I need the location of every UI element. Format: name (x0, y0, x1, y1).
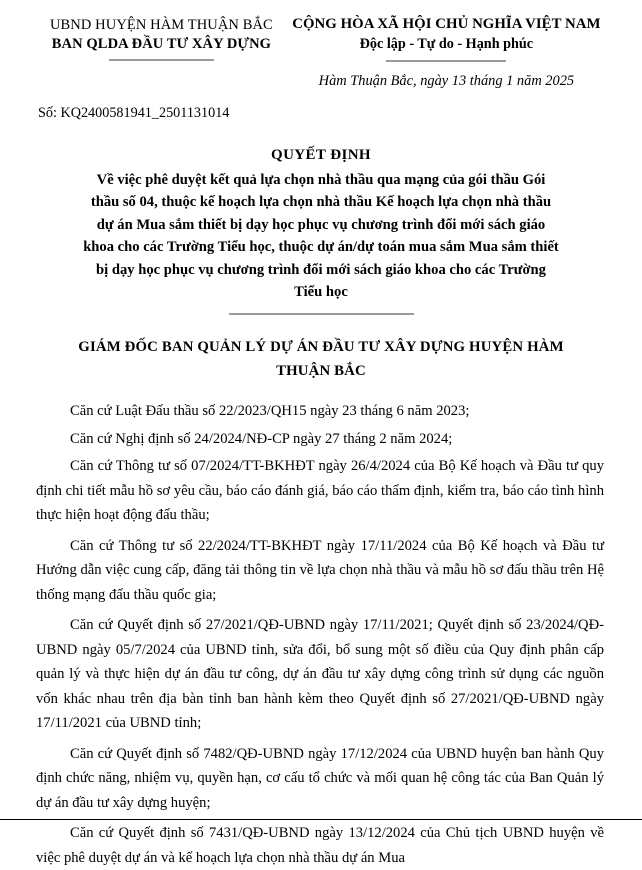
place-and-date: Hàm Thuận Bắc, ngày 13 tháng 1 năm 2025 (318, 73, 575, 89)
national-heading-block (287, 14, 606, 91)
document-type-heading: QUYẾT ĐỊNH (271, 147, 371, 163)
document-number: Số: KQ2400581941_2501131014 (38, 105, 230, 121)
header-divider-left (109, 59, 214, 61)
legal-basis-paragraph: Căn cứ Quyết định số 7482/QĐ-UBND ngày 17/12/2024 của UBND huyện ban hành Quy định chức năng, nhiệm vụ, quyền hạn, cơ cấu tổ chức và mối quan hệ công tác của Ban Quản lý dự án đầu tư xây dựng huyện; (36, 745, 604, 811)
country-name: CỘNG HÒA XÃ HỘI CHỦ NGHĨA VIỆT NAM (292, 16, 601, 32)
legal-basis-paragraph: Căn cứ Nghị định số 24/2024/NĐ-CP ngày 27 tháng 2 năm 2024; (70, 430, 453, 447)
document-header (36, 14, 606, 91)
title-block (36, 145, 606, 315)
issuing-authority-block (36, 14, 287, 61)
header-divider-right (386, 60, 506, 62)
issuing-authority-parent: UBND HUYỆN HÀM THUẬN BẮC (49, 17, 273, 33)
legal-basis-paragraph: Căn cứ Thông tư số 07/2024/TT-BKHĐT ngày 26/4/2024 của Bộ Kế hoạch và Đầu tư quy định chi tiết mẫu hồ sơ yêu cầu, báo cáo đánh giá, báo cáo thẩm định, kiểm tra, báo cáo tình hình thực hiện hoạt động đấu thầu; (36, 458, 604, 524)
legal-basis-paragraph: Căn cứ Quyết định số 27/2021/QĐ-UBND ngày 17/11/2021; Quyết định số 23/2024/QĐ-UBND ngày 05/7/2024 của UBND tỉnh, sửa đổi, bổ sung một số điều của Quy định phân cấp quản lý và thực hiện dự án đầu tư công, dự án đầu tư xây dựng công trình sử dụng các nguồn vốn khác nhau trên địa bàn tỉnh ban hành kèm theo Quyết định số 27/2021/QĐ-UBND ngày 17/11/2021 của UBND tỉnh; (36, 617, 604, 732)
issuing-authority-name: BAN QLDA ĐẦU TƯ XÂY DỰNG (51, 36, 272, 52)
issuer-heading: GIÁM ĐỐC BAN QUẢN LÝ DỰ ÁN ĐẦU TƯ XÂY DỰNG HUYỆN HÀM THUẬN BẮC (78, 339, 564, 380)
document-body (36, 399, 606, 870)
legal-basis-paragraph: Căn cứ Luật Đấu thầu số 22/2023/QH15 ngày 23 tháng 6 năm 2023; (70, 403, 470, 420)
legal-basis-paragraph: Căn cứ Thông tư số 22/2024/TT-BKHĐT ngày 17/11/2024 của Bộ Kế hoạch và Đầu tư Hướng dẫn việc cung cấp, đăng tải thông tin về lựa chọn nhà thầu và mẫu hồ sơ đấu thầu trên Hệ thống mạng đấu thầu quốc gia; (36, 537, 604, 603)
title-divider (229, 313, 414, 315)
document-subject: Về việc phê duyệt kết quả lựa chọn nhà thầu qua mạng của gói thầu Gói thầu số 04, thuộc kế hoạch lựa chọn nhà thầu Kế hoạch lựa chọn nhà thầu dự án Mua sắm thiết bị dạy học phục vụ chương trình đổi mới sách giáo khoa cho các Trường Tiểu học, thuộc dự án/dự toán mua sắm Mua sắm thiết bị dạy học phục vụ chương trình đổi mới sách giáo khoa cho các Trường Tiểu học (83, 172, 559, 301)
page-footer-divider (0, 819, 642, 820)
national-motto: Độc lập - Tự do - Hạnh phúc (359, 36, 534, 52)
legal-basis-paragraph: Căn cứ Quyết định số 7431/QĐ-UBND ngày 13/12/2024 của Chủ tịch UBND huyện về việc phê duyệt dự án và kế hoạch lựa chọn nhà thầu dự án Mua (36, 825, 604, 866)
